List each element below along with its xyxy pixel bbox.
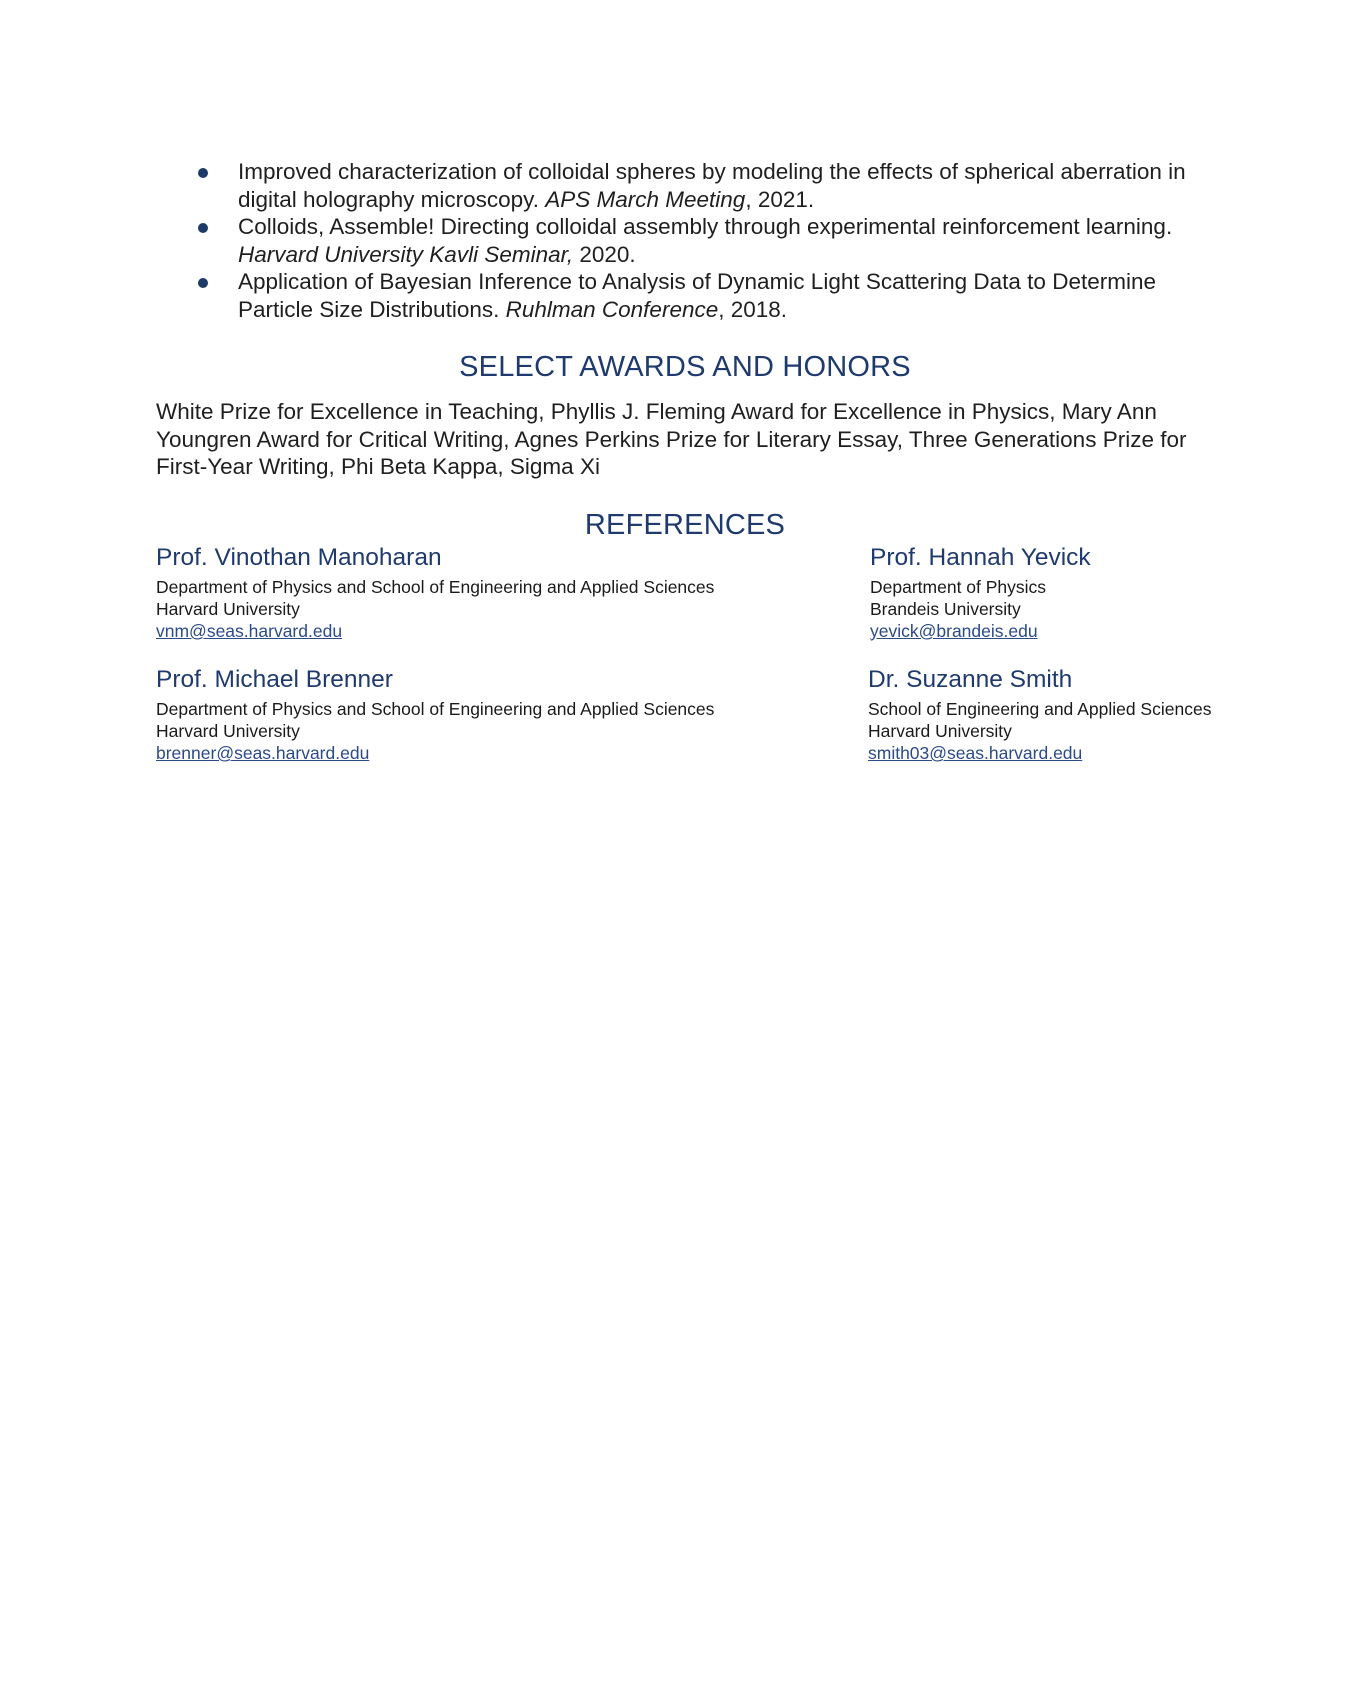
talk-venue: APS March Meeting (545, 186, 746, 212)
talks-list (198, 158, 1228, 323)
talk-venue: Harvard University Kavli Seminar, (238, 241, 574, 267)
bullet-icon (198, 223, 208, 233)
reference-name: Prof. Michael Brenner (156, 666, 393, 693)
talk-year: , 2021. (745, 186, 815, 212)
talk-venue: Ruhlman Conference (505, 296, 719, 322)
reference-email-link[interactable]: brenner@seas.harvard.edu (156, 743, 370, 763)
talk-item (198, 268, 1228, 323)
reference-department: School of Engineering and Applied Sciences (868, 699, 1212, 719)
reference-institution: Harvard University (868, 721, 1012, 741)
talk-text: Improved characterization of colloidal spheres by modeling the effects of spherical aberration in digital holography microscopy. (238, 159, 1186, 212)
reference-department: Department of Physics and School of Engineering and Applied Sciences (156, 699, 715, 719)
reference-name: Prof. Vinothan Manoharan (156, 544, 442, 571)
awards-text: White Prize for Excellence in Teaching, Phyllis J. Fleming Award for Excellence in Physics, Mary Ann Youngren Award for Critical Writing, Agnes Perkins Prize for Literary Essay, Three Generations Prize for First-Year Writing, Phi Beta Kappa, Sigma Xi (156, 399, 1187, 479)
reference-email-link[interactable]: yevick@brandeis.edu (870, 621, 1038, 641)
talk-text: Application of Bayesian Inference to Analysis of Dynamic Light Scattering Data to Determine Particle Size Distributions. (238, 269, 1156, 322)
talk-item (198, 213, 1228, 268)
talk-year: , 2018. (718, 296, 788, 322)
reference-institution: Harvard University (156, 721, 300, 741)
reference-card (156, 543, 714, 642)
reference-name: Prof. Hannah Yevick (870, 544, 1091, 571)
talk-item (198, 158, 1228, 213)
reference-email-link[interactable]: vnm@seas.harvard.edu (156, 621, 343, 641)
reference-card (868, 665, 1211, 764)
bullet-icon (198, 278, 208, 288)
reference-card (156, 665, 714, 764)
reference-email-link[interactable]: smith03@seas.harvard.edu (868, 743, 1083, 763)
reference-department: Department of Physics and School of Engineering and Applied Sciences (156, 577, 715, 597)
talk-text: Colloids, Assemble! Directing colloidal assembly through experimental reinforcement learning. (238, 214, 1173, 239)
talk-year: 2020. (573, 241, 636, 267)
reference-card (870, 543, 1091, 642)
reference-name: Dr. Suzanne Smith (868, 666, 1073, 693)
references-heading: REFERENCES (584, 509, 786, 541)
awards-heading: SELECT AWARDS AND HONORS (459, 351, 911, 383)
reference-institution: Harvard University (156, 599, 300, 619)
reference-institution: Brandeis University (870, 599, 1021, 619)
bullet-icon (198, 168, 208, 178)
reference-department: Department of Physics (870, 577, 1047, 597)
